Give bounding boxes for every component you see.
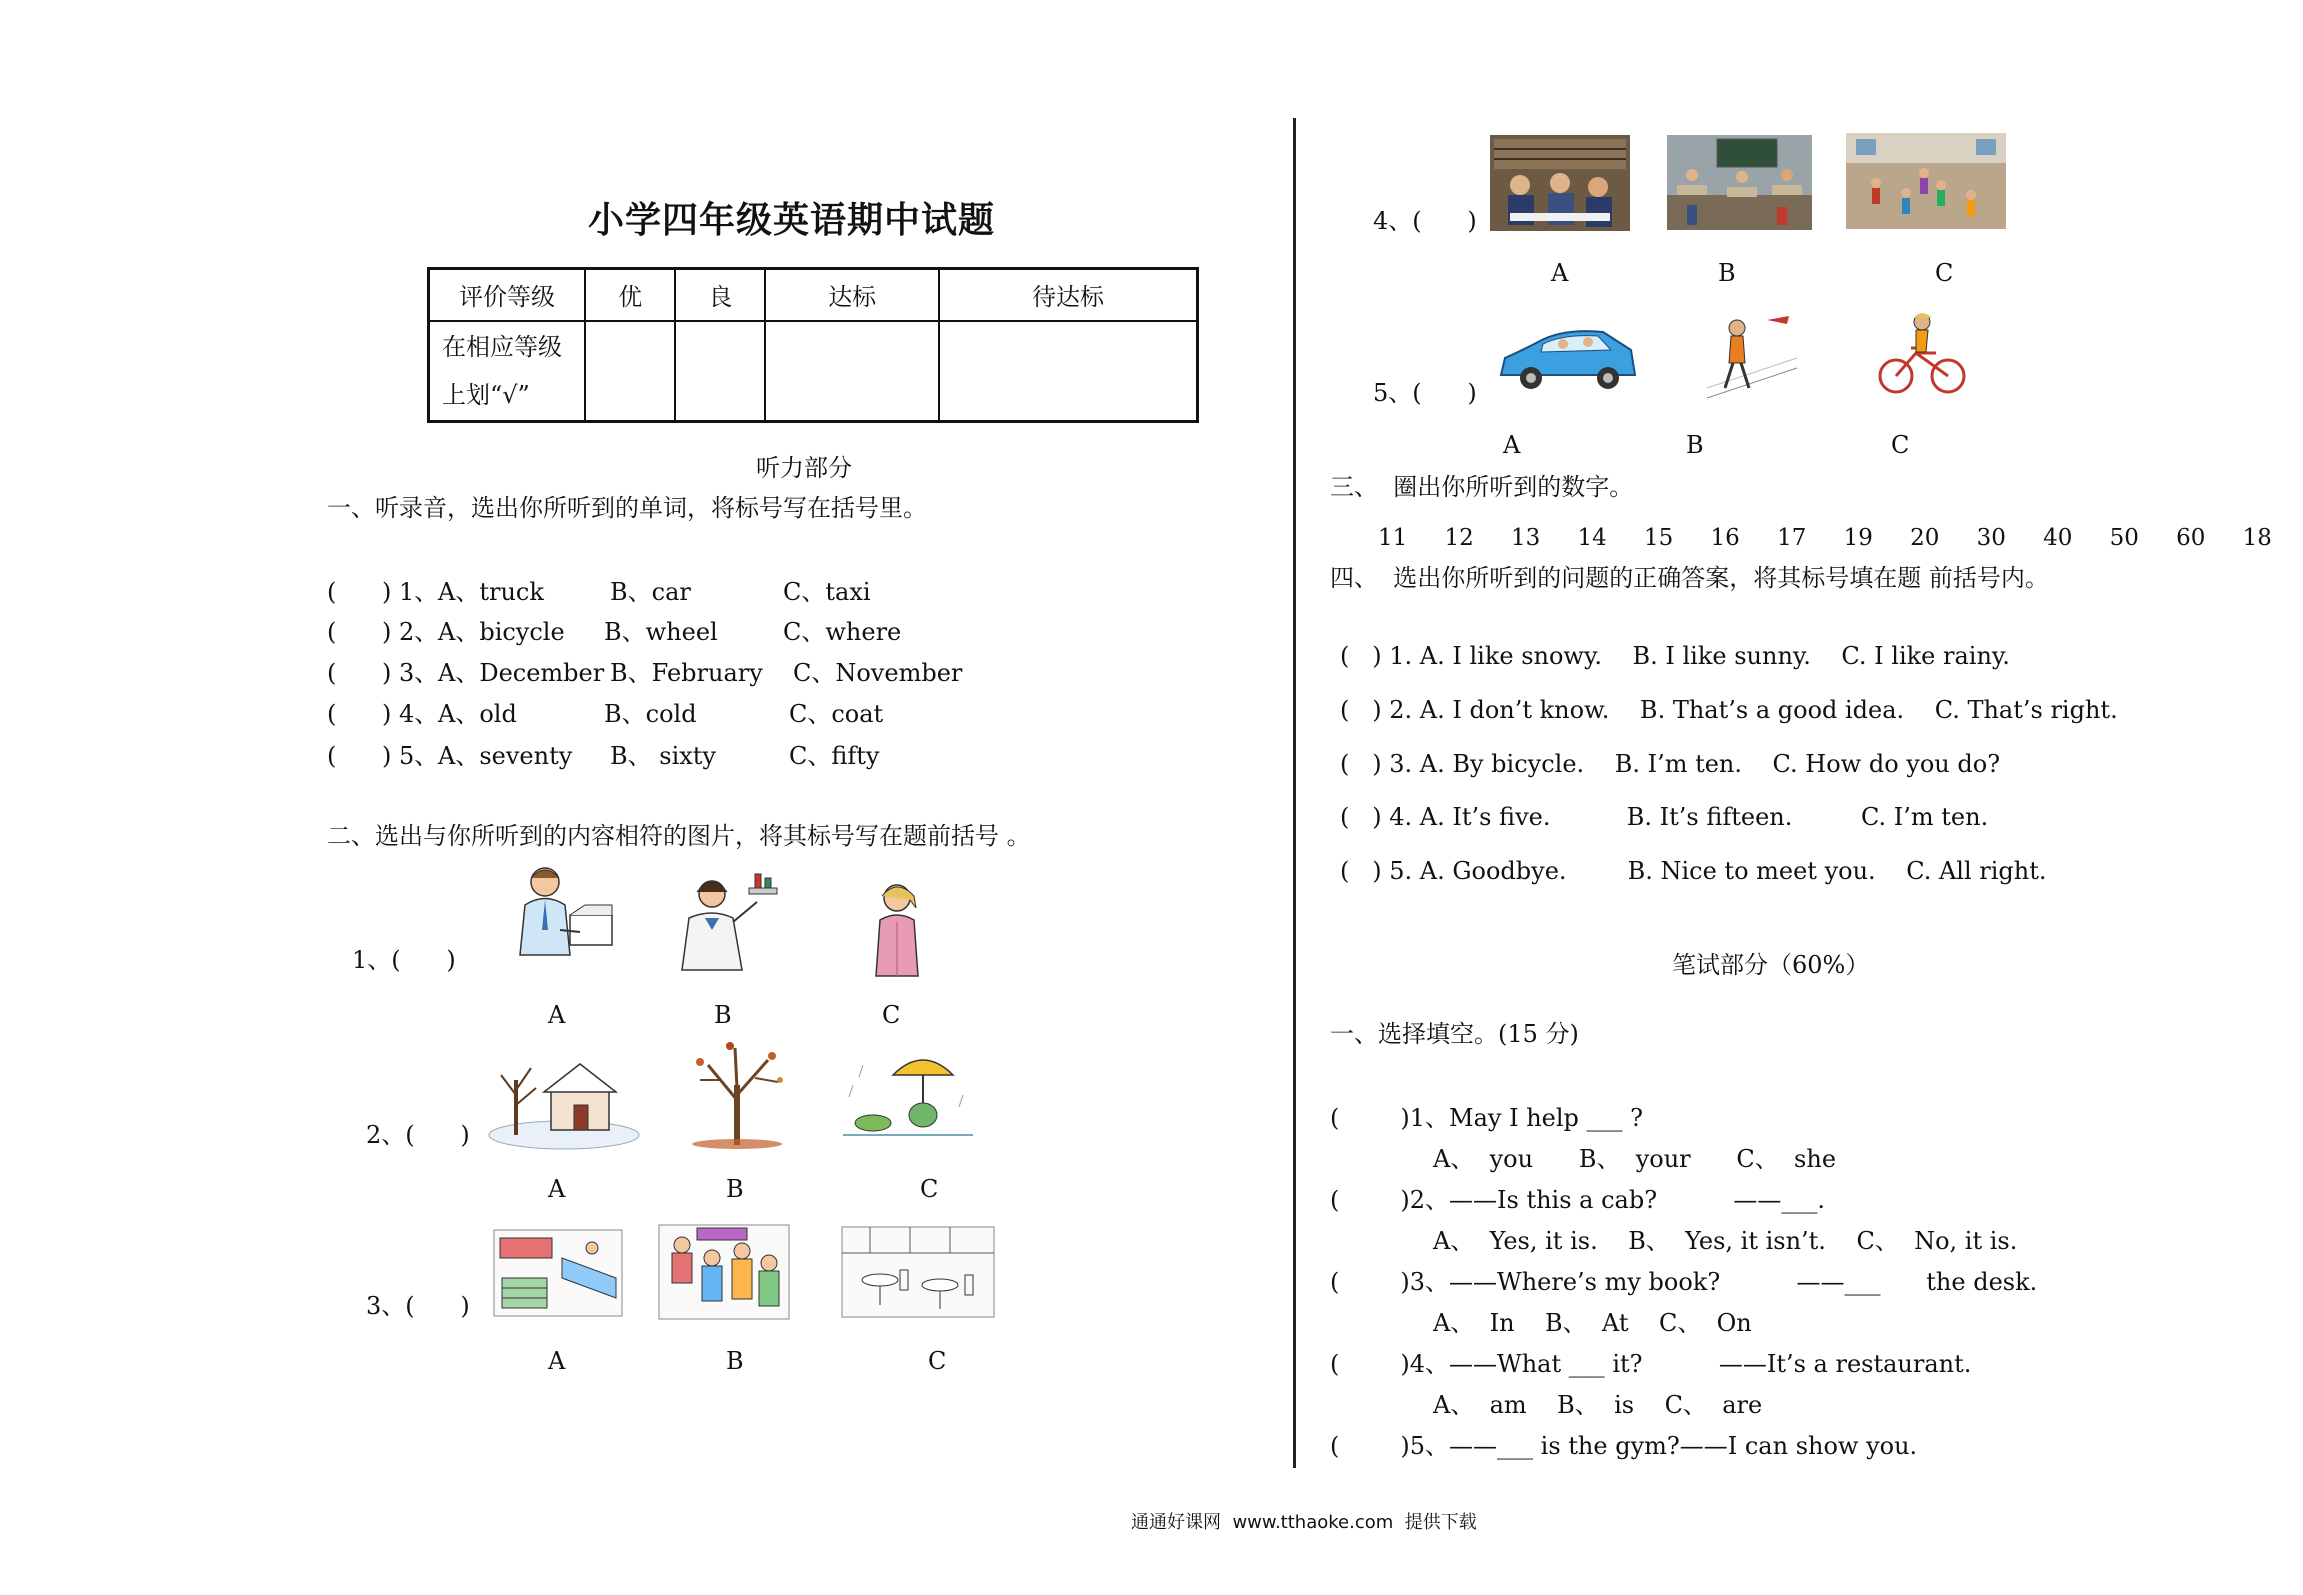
- written-q3-options: A、 In B、 At C、 On: [1433, 1309, 1752, 1337]
- part4-item-1: ( ) 1. A. I like snowy. B. I like sunny. C. I like rainy.: [1340, 642, 2010, 670]
- grade-cell-needs-work[interactable]: [939, 321, 1198, 422]
- written-q3: ( )3、——Where’s my book? ——___ the desk.: [1330, 1268, 2038, 1296]
- written-q5: ( )5、——___ is the gym?——I can show you.: [1330, 1432, 1918, 1460]
- q2-letter-a: A: [548, 1175, 566, 1203]
- grade-header-needs-work: 待达标: [939, 269, 1198, 321]
- listening-part4-instruction: 四、 选出你所听到的问题的正确答案，将其标号填在题 前括号内。: [1330, 564, 2049, 592]
- q1-letter-b: B: [714, 1001, 732, 1029]
- answer-paren[interactable]: (: [327, 618, 337, 646]
- crowd-picture: [657, 1223, 791, 1321]
- option-a: A、bicycle: [438, 618, 565, 646]
- grade-header-good: 良: [675, 269, 765, 321]
- option-b: B、February: [610, 659, 763, 687]
- written-heading: 笔试部分（60%）: [1672, 951, 1870, 979]
- numbers-list: 11 12 13 14 15 16 17 19 20 30 40 50 60 18: [1378, 525, 2272, 551]
- grade-header-excellent: 优: [585, 269, 675, 321]
- q2-letter-b: B: [726, 1175, 744, 1203]
- supermarket-picture: [492, 1228, 624, 1318]
- car-picture: [1493, 320, 1643, 398]
- waitress-picture: [667, 870, 782, 975]
- grade-row-label-line1: 在相应等级: [442, 332, 562, 361]
- option-a: A、old: [438, 700, 517, 728]
- answer-paren[interactable]: (: [327, 700, 337, 728]
- q1-letter-c: C: [882, 1001, 901, 1029]
- listening-part1-instruction: 一、听录音，选出你所听到的单词，将标号写在括号里。: [327, 494, 927, 522]
- page-title: 小学四年级英语期中试题: [588, 200, 996, 241]
- rain-umbrella-picture: [833, 1045, 983, 1145]
- grade-row-label: [429, 321, 586, 422]
- grade-cell-good[interactable]: [675, 321, 765, 422]
- item-number: ) 3、: [382, 659, 439, 687]
- grade-cell-pass[interactable]: [765, 321, 939, 422]
- grade-table: [427, 267, 1199, 423]
- option-b: B、cold: [604, 700, 697, 728]
- written-q4-options: A、 am B、 is C、 are: [1433, 1391, 1763, 1419]
- part4-item-2: ( ) 2. A. I don’t know. B. That’s a good idea. C. That’s right.: [1340, 696, 2118, 724]
- grade-row-label-line2: 上划“√”: [442, 380, 530, 409]
- written-q2-options: A、 Yes, it is. B、 Yes, it isn’t. C、 No, it is.: [1433, 1227, 2018, 1255]
- part4-item-4: ( ) 4. A. It’s five. B. It’s fifteen. C. I’m ten.: [1340, 803, 1989, 831]
- written-q2: ( )2、——Is this a cab? ——___.: [1330, 1186, 1826, 1214]
- option-b: B、wheel: [604, 618, 718, 646]
- q5-letter-c: C: [1891, 431, 1910, 459]
- option-b: B、car: [610, 578, 691, 606]
- item-number: ) 1、: [382, 578, 439, 606]
- q5-letter-b: B: [1686, 431, 1704, 459]
- option-a: A、seventy: [438, 742, 573, 770]
- option-c: C、taxi: [783, 578, 871, 606]
- q3-letter-b: B: [726, 1347, 744, 1375]
- footer-credit: 通通好课网 www.tthaoke.com 提供下载: [1131, 1512, 1477, 1533]
- q4-letter-b: B: [1718, 259, 1736, 287]
- written-q1-options: A、 you B、 your C、 she: [1433, 1145, 1837, 1173]
- classroom-picture: [1667, 135, 1812, 230]
- option-c: C、fifty: [789, 742, 880, 770]
- q1-letter-a: A: [548, 1001, 566, 1029]
- q3-letter-a: A: [548, 1347, 566, 1375]
- option-b: B、 sixty: [610, 742, 716, 770]
- grade-header-label: 评价等级: [429, 269, 586, 321]
- restaurant-picture: [840, 1225, 996, 1319]
- q4-letter-a: A: [1551, 259, 1569, 287]
- picture-question-3[interactable]: 3、( ): [366, 1292, 470, 1320]
- walking-picture: [1697, 308, 1807, 403]
- picture-question-2[interactable]: 2、( ): [366, 1121, 470, 1149]
- answer-paren[interactable]: (: [327, 659, 337, 687]
- part4-item-3: ( ) 3. A. By bicycle. B. I’m ten. C. How do you do?: [1340, 750, 2001, 778]
- picture-question-4[interactable]: 4、( ): [1373, 207, 1477, 235]
- picture-question-1[interactable]: 1、( ): [352, 946, 456, 974]
- written-q4: ( )4、——What ___ it? ——It’s a restaurant.: [1330, 1350, 1972, 1378]
- gym-picture: [1846, 133, 2006, 229]
- option-c: C、November: [793, 659, 963, 687]
- listening-part3-instruction: 三、 圈出你所听到的数字。: [1330, 473, 1634, 501]
- woman-picture: [862, 878, 932, 978]
- option-a: A、December: [438, 659, 605, 687]
- listening-heading: 听力部分: [756, 454, 852, 482]
- answer-paren[interactable]: (: [327, 578, 337, 606]
- written-part1-instruction: 一、选择填空。(15 分): [1330, 1020, 1579, 1048]
- item-number: ) 4、: [382, 700, 439, 728]
- listening-part2-instruction: 二、选出与你所听到的内容相符的图片，将其标号写在题前括号 。: [327, 822, 1031, 850]
- option-a: A、truck: [438, 578, 544, 606]
- q4-letter-c: C: [1935, 259, 1954, 287]
- option-c: C、coat: [789, 700, 884, 728]
- item-number: ) 2、: [382, 618, 439, 646]
- grade-header-pass: 达标: [765, 269, 939, 321]
- answer-paren[interactable]: (: [327, 742, 337, 770]
- bicycle-picture: [1876, 308, 1968, 398]
- q3-letter-c: C: [928, 1347, 947, 1375]
- teacher-picture: [500, 860, 620, 970]
- library-picture: [1490, 135, 1630, 231]
- option-c: C、where: [783, 618, 902, 646]
- item-number: ) 5、: [382, 742, 439, 770]
- part4-item-5: ( ) 5. A. Goodbye. B. Nice to meet you. C. All right.: [1340, 857, 2047, 885]
- picture-question-5[interactable]: 5、( ): [1373, 379, 1477, 407]
- snow-house-picture: [486, 1050, 641, 1150]
- q2-letter-c: C: [920, 1175, 939, 1203]
- q5-letter-a: A: [1503, 431, 1521, 459]
- autumn-tree-picture: [680, 1040, 795, 1150]
- written-q1: ( )1、May I help ___ ?: [1330, 1104, 1644, 1132]
- grade-cell-excellent[interactable]: [585, 321, 675, 422]
- column-divider: [1293, 118, 1296, 1468]
